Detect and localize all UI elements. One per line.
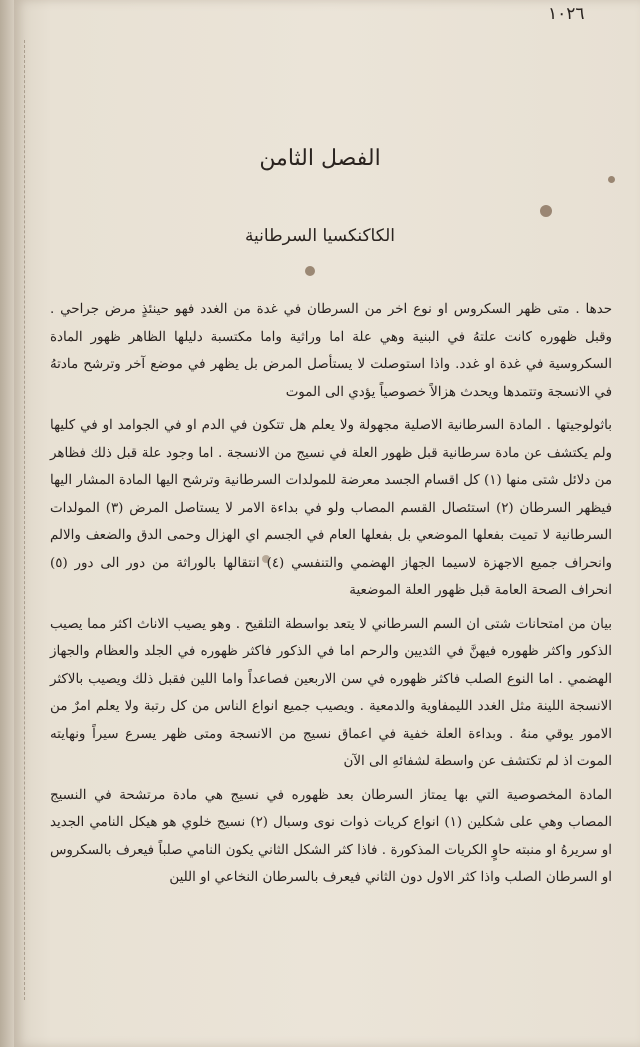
page-stain [540,205,552,217]
page-edge-marks [16,40,25,1000]
page-stain [608,176,615,183]
paragraph-definition: حدها . متى ظهر السكروس او نوع اخر من السرطان في غدة من الغدد فهو حينئذٍ مرض جراحي . وقبل ظهوره كانت علتهُ في البنية وهي علة اما وراثية واما مكتسبة دليلها الظاهر ظهور المادة السكروسية في غدة او غدد. واذا استوصلت لا يستأصل المرض بل يظهر في موضع آخر وترشح مادتهُ في الانسجة وتتمدها ويحدث هزالاً خصوصياً يؤدي الى الموت [50,302,612,400]
paragraph-pathology: باثولوجيتها . المادة السرطانية الاصلية مجهولة ولا يعلم هل تتكون في الدم او في الجوامد او في كليها ولم يكتشف عن مادة سرطانية قبل ظهور العلة في نسيج من الانسجة . اما وجود علة قبل ذلك فظاهر من دلائل شتى منها (١) كل اقسام الجسد معرضة للمولدات السرطانية وترشح اليها المادة المشار اليها فيظهر السرطان (٢) استئصال القسم المصاب ولو في بداءة الامر لا يستاصل المرض (٣) المولدات السرطانية لا تميت بفعلها الموضعي بل بفعلها العام في الجسم اي الهزال وحمى الدق والضعف والالم وانحراف جميع الاجهزة لاسيما الجهاز الهضمي والتنفسي (٤) انتقالها بالوراثة من دور الى دور (٥) انحراف الصحة العامة قبل ظهور العلة الموضعية [50,418,613,598]
paragraph-transmission: بيان من امتحانات شتى ان السم السرطاني لا يتعد بواسطة التلقيح . وهو يصيب الاناث اكثر مما يصيب الذكور واكثر ظهوره فيهنَّ في الثديين والرحم اما في الذكور فاكثر ظهوره في الجلد والعظام والجهاز الهضمي . اما النوع الصلب فاكثر ظهوره في سن الاربعين فصاعداً واما اللين فقبل ذلك ويصيب بالاكثر الانسجة اللينة مثل الغدد الليمفاوية والدمعية . ويصيب جميع انواع الناس من كل رتبة ولا يعلم امرٌ من الامور يوقي منهُ . وبداءة العلة خفية في اعماق نسيج من الانسجة ومتى ظهر يسرع سيراً ونهايته الموت اذ لم تكتشف عن واسطة لشفائهِ الى الآن [50,616,612,769]
chapter-title: الفصل الثامن [259,146,381,171]
section-title: الكاكنكسيا السرطانية [244,226,396,246]
paragraph-material: المادة المخصوصية التي بها يمتاز السرطان بعد ظهوره في نسيج هي مادة مرتشحة في النسيج المصاب وهي على شكلين (١) انواع كريات ذوات نوى وسبال (٢) نسيج خلوي هو هيكل النامي الجديد او سريرهُ او منبته حاوٍ الكريات المذكورة . فاذا كثر الشكل الثاني يكون النامي صلباً فيعرف بالسكروس او السرطان الصلب واذا كثر الاول دون الثاني فيعرف بالسرطان النخاعي او اللين [50,787,612,885]
page-stain [305,266,315,276]
page-number: ١٠٢٦ [548,4,585,24]
body-text [50,296,612,898]
